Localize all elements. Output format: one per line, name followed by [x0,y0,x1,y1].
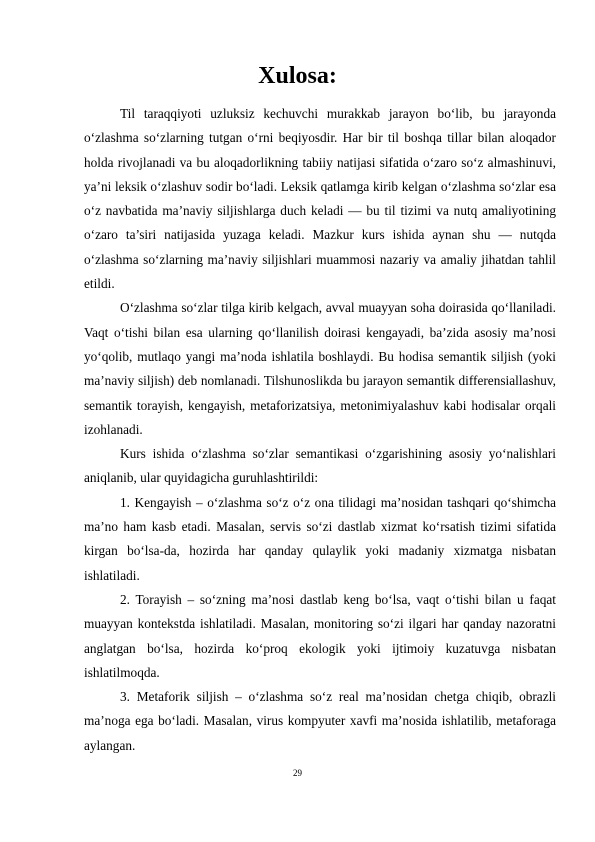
paragraph-semantic-shift: O‘zlashma so‘zlar tilga kirib kelgach, avval muayyan soha doirasida qo‘llaniladi. Vaqt o‘tishi bilan esa ularning qo‘llanilish doirasi kengayadi, ba’zida asosiy ma’nosi yo‘qolib, mutlaqo yangi ma’noda ishlatila boshlaydi. Bu hodisa semantik siljish (yoki ma’naviy siljish) deb nomlanadi. Tilshunoslikda bu jarayon semantik differensiallashuv, semantik torayish, kengayish, metaforizatsiya, metonimiyalashuv kabi hodisalar orqali izohlanadi. [84,300,556,437]
page-title: Xulosa: [258,63,337,89]
page-number: 29 [293,768,302,778]
paragraph-item-narrowing: 2. Torayish – so‘zning ma’nosi dastlab keng bo‘lsa, vaqt o‘tishi bilan u faqat muayyan kontekstda ishlatiladi. Masalan, monitoring so‘zi ilgari har qanday nazoratni anglatgan bo‘lsa, hozirda ko‘proq ekologik yoki ijtimoiy kuzatuvga nisbatan ishlatilmoqda. [84,591,556,680]
paragraph-item-expansion: 1. Kengayish – o‘zlashma so‘z o‘z ona tilidagi ma’nosidan tashqari qo‘shimcha ma’no ham kasb etadi. Masalan, servis so‘zi dastlab xizmat ko‘rsatish tizimi sifatida kirgan bo‘lsa-da, hozirda har qanday qulaylik yoki madaniy xizmatga nisbatan ishlatiladi. [84,494,556,583]
paragraph-item-metaphor: 3. Metaforik siljish – o‘zlashma so‘z real ma’nosidan chetga chiqib, obrazli ma’noga ega bo‘ladi. Masalan, virus kompyuter xavfi ma’nosida ishlatilib, metaforaga aylangan. [84,689,556,753]
paragraph-intro: Til taraqqiyoti uzluksiz kechuvchi murakkab jarayon bo‘lib, bu jarayonda o‘zlashma so‘zlarning tutgan o‘rni beqiyosdir. Har bir til boshqa tillar bilan aloqador holda rivojlanadi va bu aloqadorlikning tabiiy natijasi sifatida o‘zaro so‘z almashinuvi, ya’ni leksik o‘zlashuv sodir bo‘ladi. Leksik qatlamga kirib kelgan o‘zlashma so‘zlar esa o‘z navbatida ma’naviy siljishlarga duch keladi — bu til tizimi va nutq amaliyotining o‘zaro ta’siri natijasida yuzaga keladi. Mazkur kurs ishida aynan shu — nutqda o‘zlashma so‘zlarning ma’naviy siljishlari muammosi nazariy va amaliy jihatdan tahlil etildi. [84,106,556,292]
paragraph-directions: Kurs ishida o‘zlashma so‘zlar semantikasi o‘zgarishining asosiy yo‘nalishlari aniqlanib, ular quyidagicha guruhlashtirildi: [84,446,556,486]
document-body [84,102,556,758]
